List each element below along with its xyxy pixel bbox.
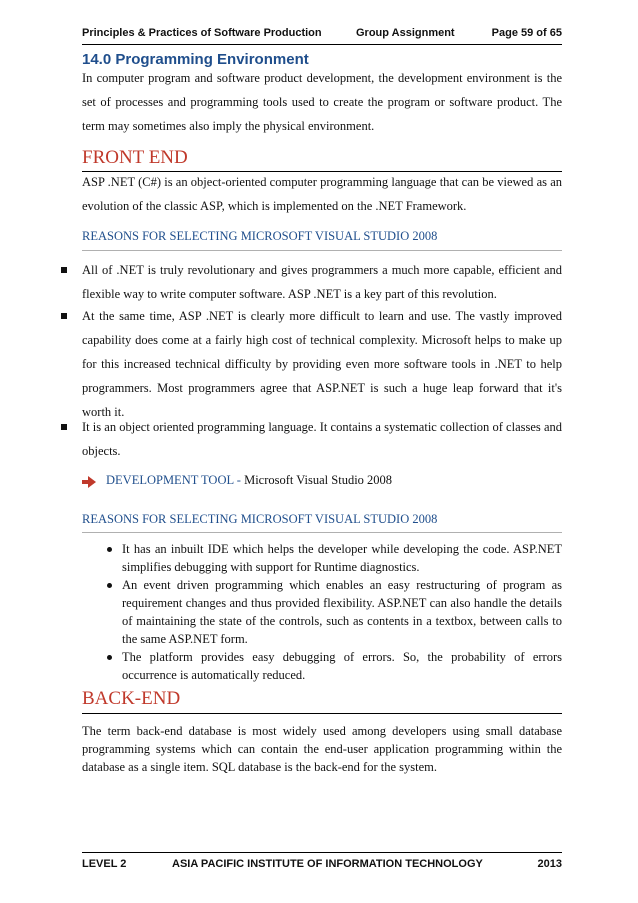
footer-level: LEVEL 2 — [82, 858, 127, 870]
front-end-heading: FRONT END — [82, 147, 188, 168]
footer-year: 2013 — [537, 858, 562, 870]
page-header — [82, 22, 562, 45]
header-page-number: Page 59 of 65 — [491, 27, 562, 39]
front-end-reasons-heading: REASONS FOR SELECTING MICROSOFT VISUAL STUDIO 2008 — [82, 229, 438, 243]
bullet-dot-icon — [107, 547, 112, 552]
square-bullet-icon — [61, 267, 67, 273]
section-intro: In computer program and software product development, the development environment is the set of processes and programming tools used to create the program or software product. The term may sometimes also imply the physical environment. — [82, 71, 562, 133]
development-tool-value: Microsoft Visual Studio 2008 — [244, 473, 393, 487]
dev-tool-reasons-rule — [82, 532, 562, 533]
development-tool-label: DEVELOPMENT TOOL - — [106, 473, 241, 487]
front-end-bullet-1: All of .NET is truly revolutionary and gives programmers a much more capable, efficient and flexible way to write computer software. ASP .NET is a key part of this revolution. — [82, 263, 562, 301]
back-end-heading: BACK-END — [82, 688, 181, 709]
page-footer — [82, 852, 562, 875]
front-end-text: ASP .NET (C#) is an object-oriented computer programming language that can be viewed as an evolution of the classic ASP, which is implemented on the .NET Framework. — [82, 175, 562, 213]
bullet-dot-icon — [107, 583, 112, 588]
dev-tool-reasons-heading: REASONS FOR SELECTING MICROSOFT VISUAL STUDIO 2008 — [82, 512, 438, 526]
square-bullet-icon — [61, 313, 67, 319]
dev-tool-bullet-3: The platform provides easy debugging of errors. So, the probability of errors occurrence is automatically reduced. — [122, 650, 562, 682]
back-end-rule — [82, 713, 562, 714]
square-bullet-icon — [61, 424, 67, 430]
front-end-reasons-rule — [82, 250, 562, 251]
dev-tool-bullet-1: It has an inbuilt IDE which helps the developer while developing the code. ASP.NET simplifies debugging with support for Runtime diagnostics. — [122, 542, 562, 574]
dev-tool-bullet-2: An event driven programming which enables an easy restructuring of program as requirement changes and thus provided flexibility. ASP.NET can also handle the details of maintaining the state of the controls, such as contents in a textbox, between calls to the same ASP.NET form. — [122, 578, 562, 646]
arrow-right-icon — [82, 476, 96, 488]
front-end-bullet-3: It is an object oriented programming language. It contains a systematic collection of classes and objects. — [82, 420, 562, 458]
header-course-title: Principles & Practices of Software Production — [82, 27, 322, 39]
back-end-text: The term back-end database is most widely used among developers using small database programming systems which can contain the end-user application programming within the database as a single item. SQL database is the back-end for the system. — [82, 724, 562, 774]
section-title: 14.0 Programming Environment — [82, 51, 309, 68]
footer-institute: ASIA PACIFIC INSTITUTE OF INFORMATION TECHNOLOGY — [172, 858, 483, 870]
bullet-dot-icon — [107, 655, 112, 660]
header-assignment: Group Assignment — [356, 27, 455, 39]
development-tool-line — [106, 473, 392, 488]
front-end-bullet-2: At the same time, ASP .NET is clearly more difficult to learn and use. The vastly improved capability does come at a fairly high cost of technical complexity. Microsoft helps to make up for this increased technical difficulty by providing even more software tools in .NET to help programmers. Most programmers agree that ASP.NET is such a huge leap forward that it's worth it. — [82, 309, 562, 419]
